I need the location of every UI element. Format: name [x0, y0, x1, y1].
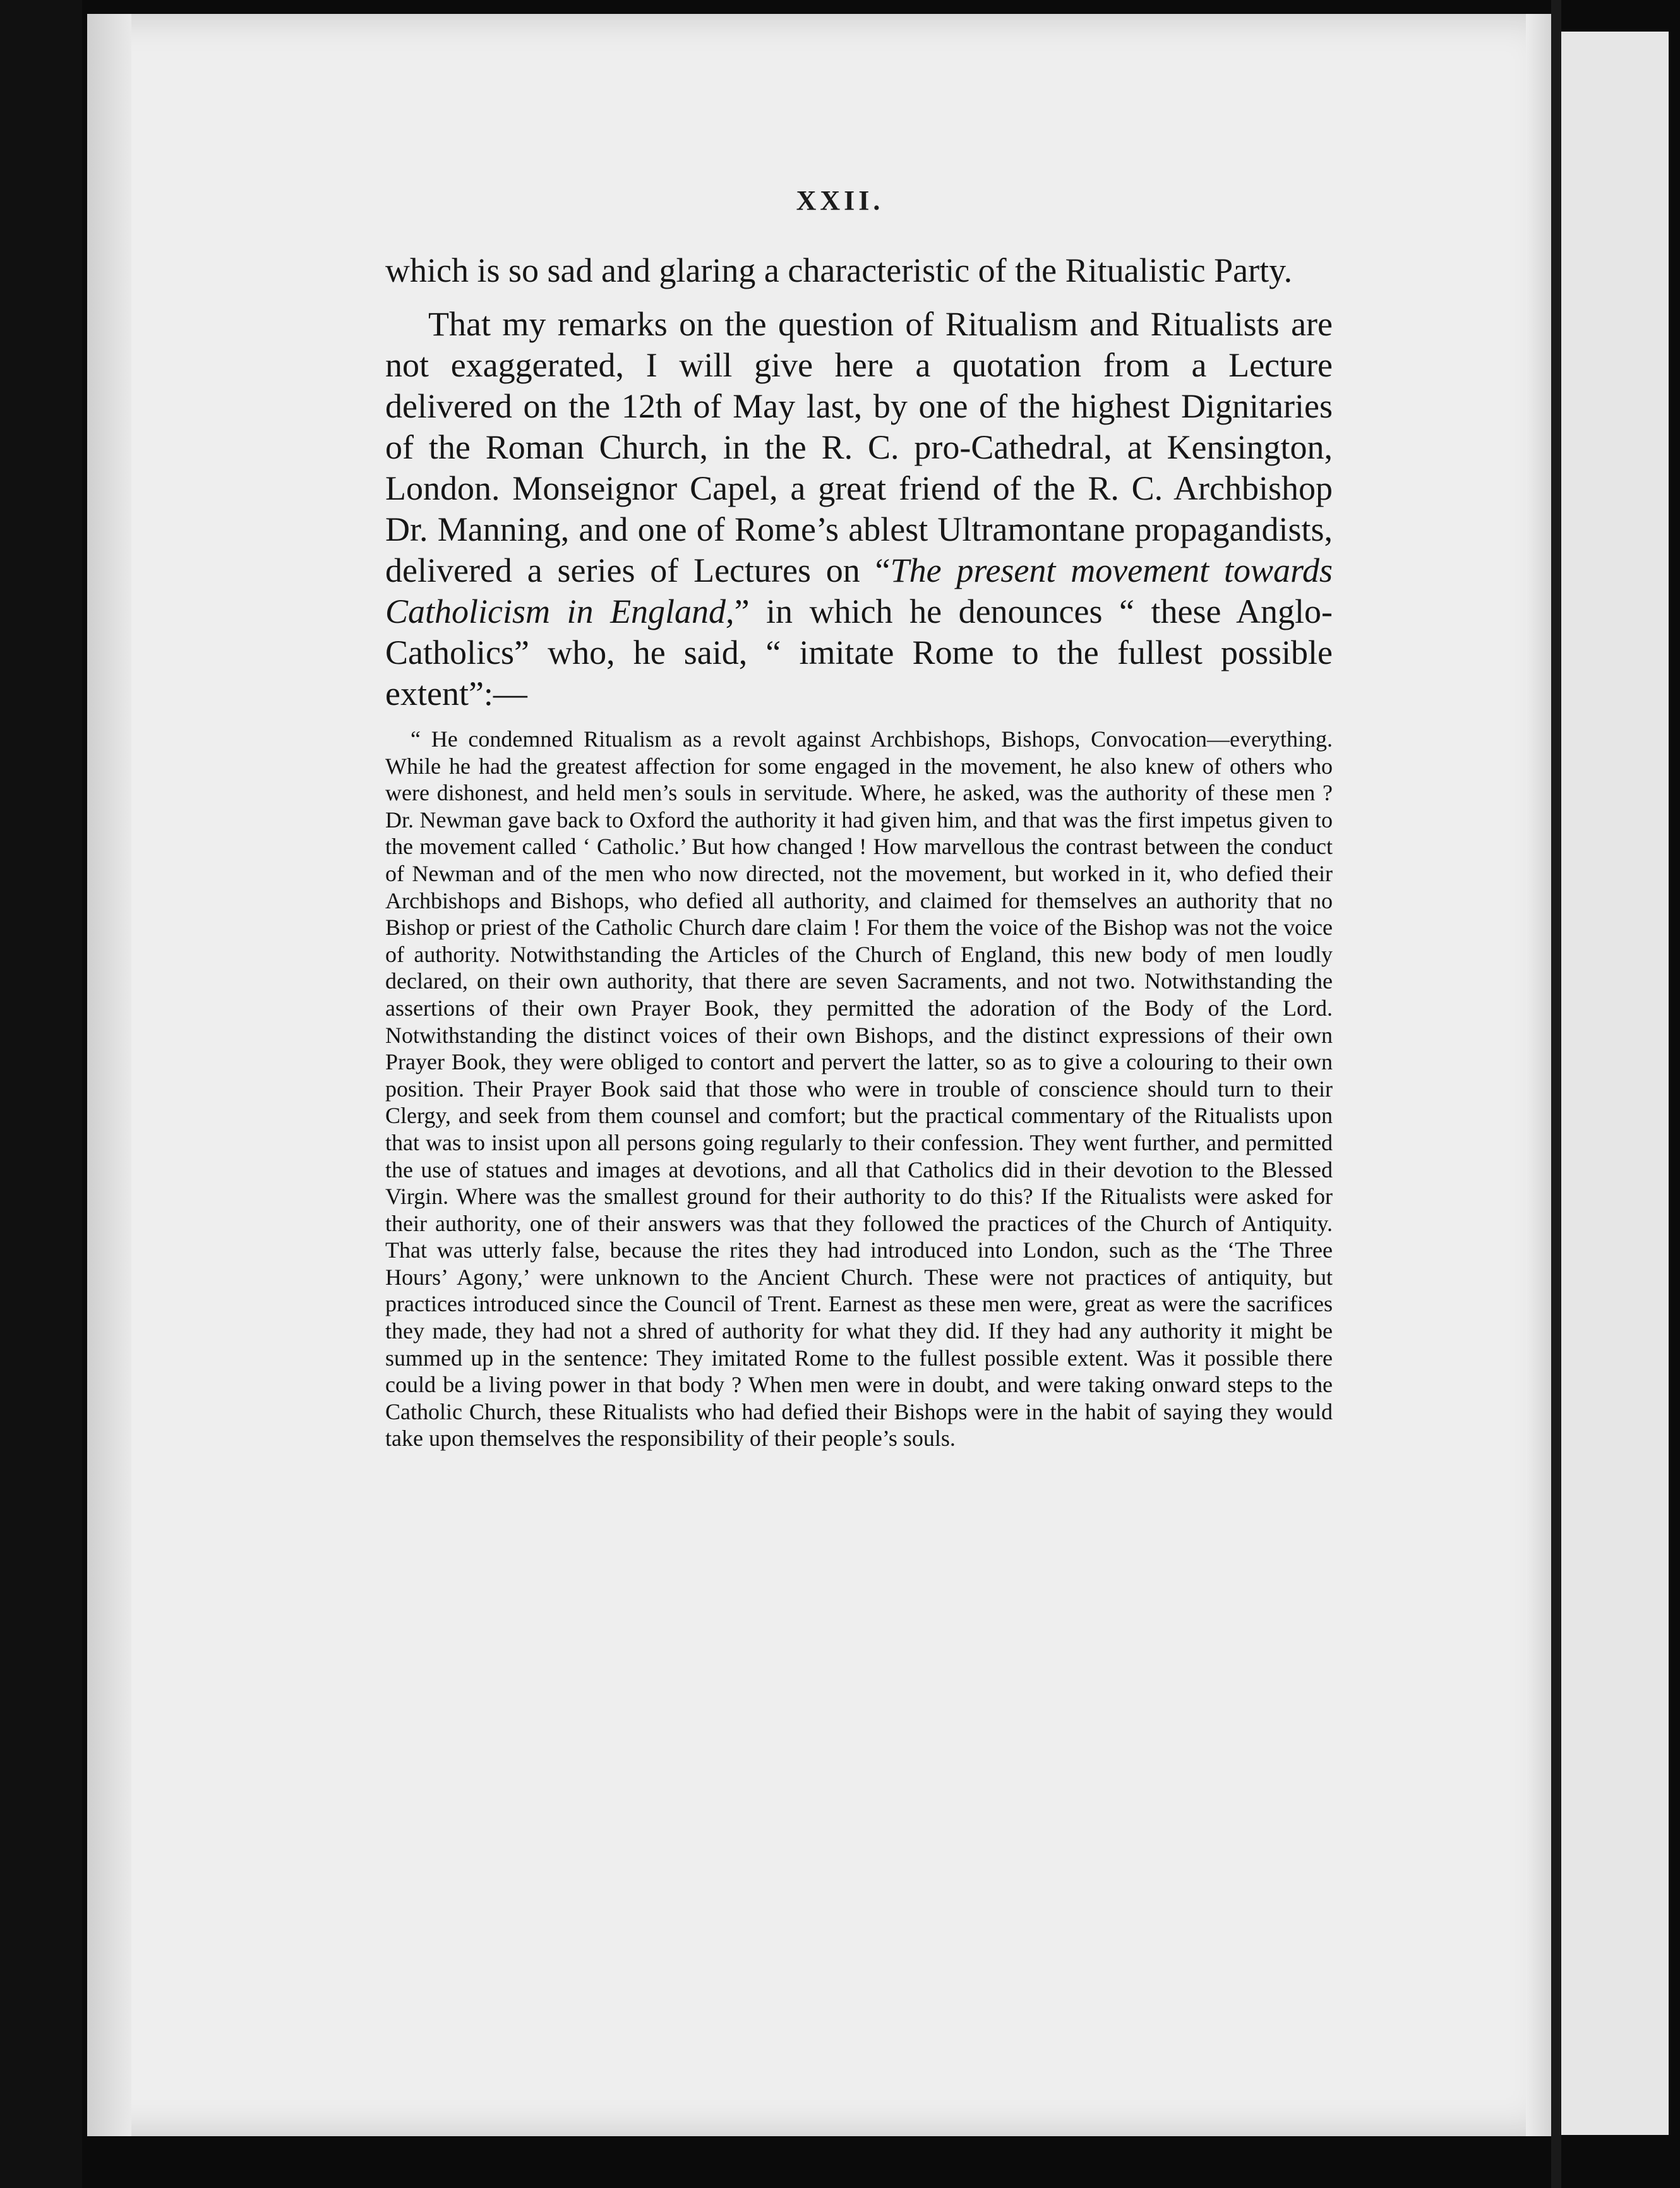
- page-content: [385, 250, 1333, 1452]
- paragraph-quotation-intro: [385, 304, 1333, 714]
- page-number: XXII.: [796, 185, 884, 216]
- block-quotation: “ He condemned Ritualism as a revolt against Archbishops, Bishops, Convocation—everything. While he had the greatest affection for some engaged in the movement, he also knew of others who were dishonest, and held men’s souls in servitude. Where, he asked, was the authority of these men ? Dr. Newman gave back to Oxford the authority it had given him, and that was the first impetus given to the movement called ‘ Catholic.’ But how changed ! How marvellous the contrast between the conduct of Newman and of the men who now directed, not the movement, but worked in it, who defied their Archbishops and Bishops, who defied all authority, and claimed for themselves an authority that no Bishop or priest of the Catholic Church dare claim ! For them the voice of the Bishop was not the voice of authority. Notwithstanding the Articles of the Church of England, this new body of men loudly declared, on their own authority, that there are seven Sacraments, and not two. Notwithstanding the assertions of their own Prayer Book, they permitted the adoration of the Body of the Lord. Notwithstanding the distinct voices of their own Bishops, and the distinct expressions of their own Prayer Book, they were obliged to contort and pervert the latter, so as to give a colouring to their own position. Their Prayer Book said that those who were in trouble of conscience should turn to their Clergy, and seek from them counsel and comfort; but the practical commentary of the Ritualists upon that was to insist upon all persons going regularly to their confession. They went further, and permitted the use of statues and images at devotions, and all that Catholics did in their devotion to the Blessed Virgin. Where was the smallest ground for their authority to do this? If the Ritualists were asked for their authority, one of their answers was that they followed the practices of the Church of Antiquity. That was utterly false, because the rites they had introduced into London, such as the ‘The Three Hours’ Agony,’ were unknown to the Ancient Church. These were not practices of antiquity, but practices introduced since the Council of Trent. Earnest as these men were, great as were the sacrifices they made, they had not a shred of authority for what they did. If they had any authority it might be summed up in the sentence: They imitated Rome to the fullest possible extent. Was it possible there could be a living power in that body ? When men were in doubt, and were taking onward steps to the Catholic Church, these Ritualists who had defied their Bishops were in the habit of saying they would take upon themselves the responsibility of their people’s souls.: [385, 726, 1333, 1452]
- paragraph-text-before-title: That my remarks on the question of Ritualism and Ritualists are not exaggerated, I will give here a quotation from a Lecture delivered on the 12th of May last, by one of the highest Dignitaries of the Roman Church, in the R. C. pro-Cathedral, at Kensington, London. Monseignor Capel, a great friend of the R. C. Archbishop Dr. Manning, and one of Rome’s ablest Ultramontane propagandists, delivered a series of Lectures on “: [385, 305, 1333, 589]
- scan-left-border: [0, 0, 82, 2188]
- book-gutter: [1551, 0, 1561, 2188]
- next-page-edge: [1561, 32, 1669, 2135]
- paragraph-continued: which is so sad and glaring a characteristic of the Ritualistic Party.: [385, 251, 1293, 289]
- lecture-title: The present movement towards Catholicism in England,: [385, 551, 1333, 630]
- paragraph-text-after-title: ” in which he denounces “ these Anglo-Catholics” who, he said, “ imitate Rome to the fullest possible extent”:—: [385, 592, 1333, 712]
- page-fold-shadow: [87, 14, 131, 2136]
- page-edge-shadow: [1526, 14, 1551, 2136]
